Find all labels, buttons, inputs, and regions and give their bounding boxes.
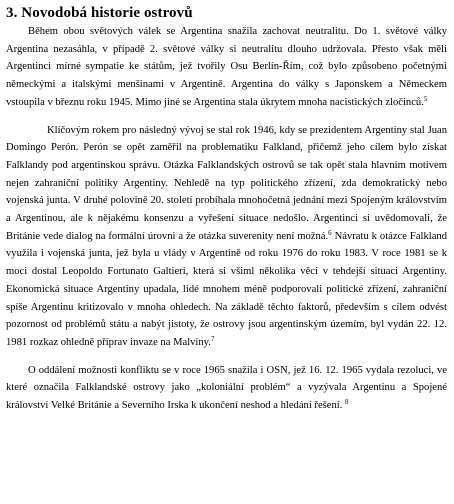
paragraph-3-text: O oddálení možnosti konfliktu se v roce 1965 snažila i OSN, jež 16. 12. 1965 vydala rezoluci, ve které označila Falklandské ostrovy jako „koloniální problém“ a vyzývala Argentinu a Spojené království Velké Británie a Severního Irska k ukončení neshod a hledání řešení.	[6, 364, 447, 412]
footnote-ref-6[interactable]: 6	[328, 228, 332, 237]
section-heading: 3. Novodobá historie ostrovů	[6, 5, 193, 21]
paragraph-2-text-a: Klíčovým rokem pro následný vývoj se stal rok 1946, kdy se prezidentem Argentiny stal Juan Domingo Perón. Perón se opět zaměřil na problematiku Falkland, přičemž jeho cílem bylo získat Falklandy pod argentinskou správu. Otázka Falklandských ostrovů se tak opět stala hlavním motivem nejen zahraniční politiky Argentiny. Nehledě na typ politického zřízení, zda demokratický nebo vojenská junta. V druhé polovině 20. století probíhala mnohočetná jednání mezi Spojeným královstvím a Argentinou, ale k nějakému konsenzu a vyřešení situace nedošlo. Argentinci si uvědomovali, že Británie vede dialog na formální úrovni a že otázka suverenity není možná.	[6, 124, 447, 242]
footnote-ref-8[interactable]: 8	[345, 398, 349, 407]
paragraph-3	[6, 362, 447, 415]
paragraph-2	[6, 122, 447, 352]
paragraph-1	[6, 23, 447, 112]
footnote-ref-5[interactable]: 5	[423, 94, 428, 103]
paragraph-2-text-b: Návratu k otázce Falkland využila i vojenská junta, jež byla u vlády v Argentině od roku 1976 do roku 1983. V roce 1981 se k moci dostal Leopoldo Fortunato Galtieri, která si všiml několika věcí v tehdejší situaci Argentiny. Ekonomická situace Argentiny upadala, lidé mnohem méně podporovali politické zřízení, zahraniční spíše Argentinu kritizovalo v mnoha ohledech. Na základě těchto faktorů, především s cílem odvést pozornost od problémů státu a nabýt jistoty, že ostrovy jsou argentinským územím, byl vydán 22. 12. 1981 rozkaz ohledně příprav invaze na Malvíny.	[6, 230, 447, 348]
paragraph-1-text: Během obou světových válek se Argentina snažila zachovat neutralitu. Do 1. světové války Argentina nezasáhla, v případě 2. světové války si neutralitu dlouho udržovala. Přesto však měli Argentinci mírné sympatie ke státům, jež tvořily Osu Berlín-Řím, což bylo způsobeno početnými německými a italskými menšinami v Argentině. Argentina do války s Japonskem a Německem vstoupila v březnu roku 1945. Mimo jiné se Argentina stala úkrytem mnoha nacistických zločinců.	[6, 26, 447, 108]
footnote-ref-7[interactable]: 7	[210, 334, 215, 343]
